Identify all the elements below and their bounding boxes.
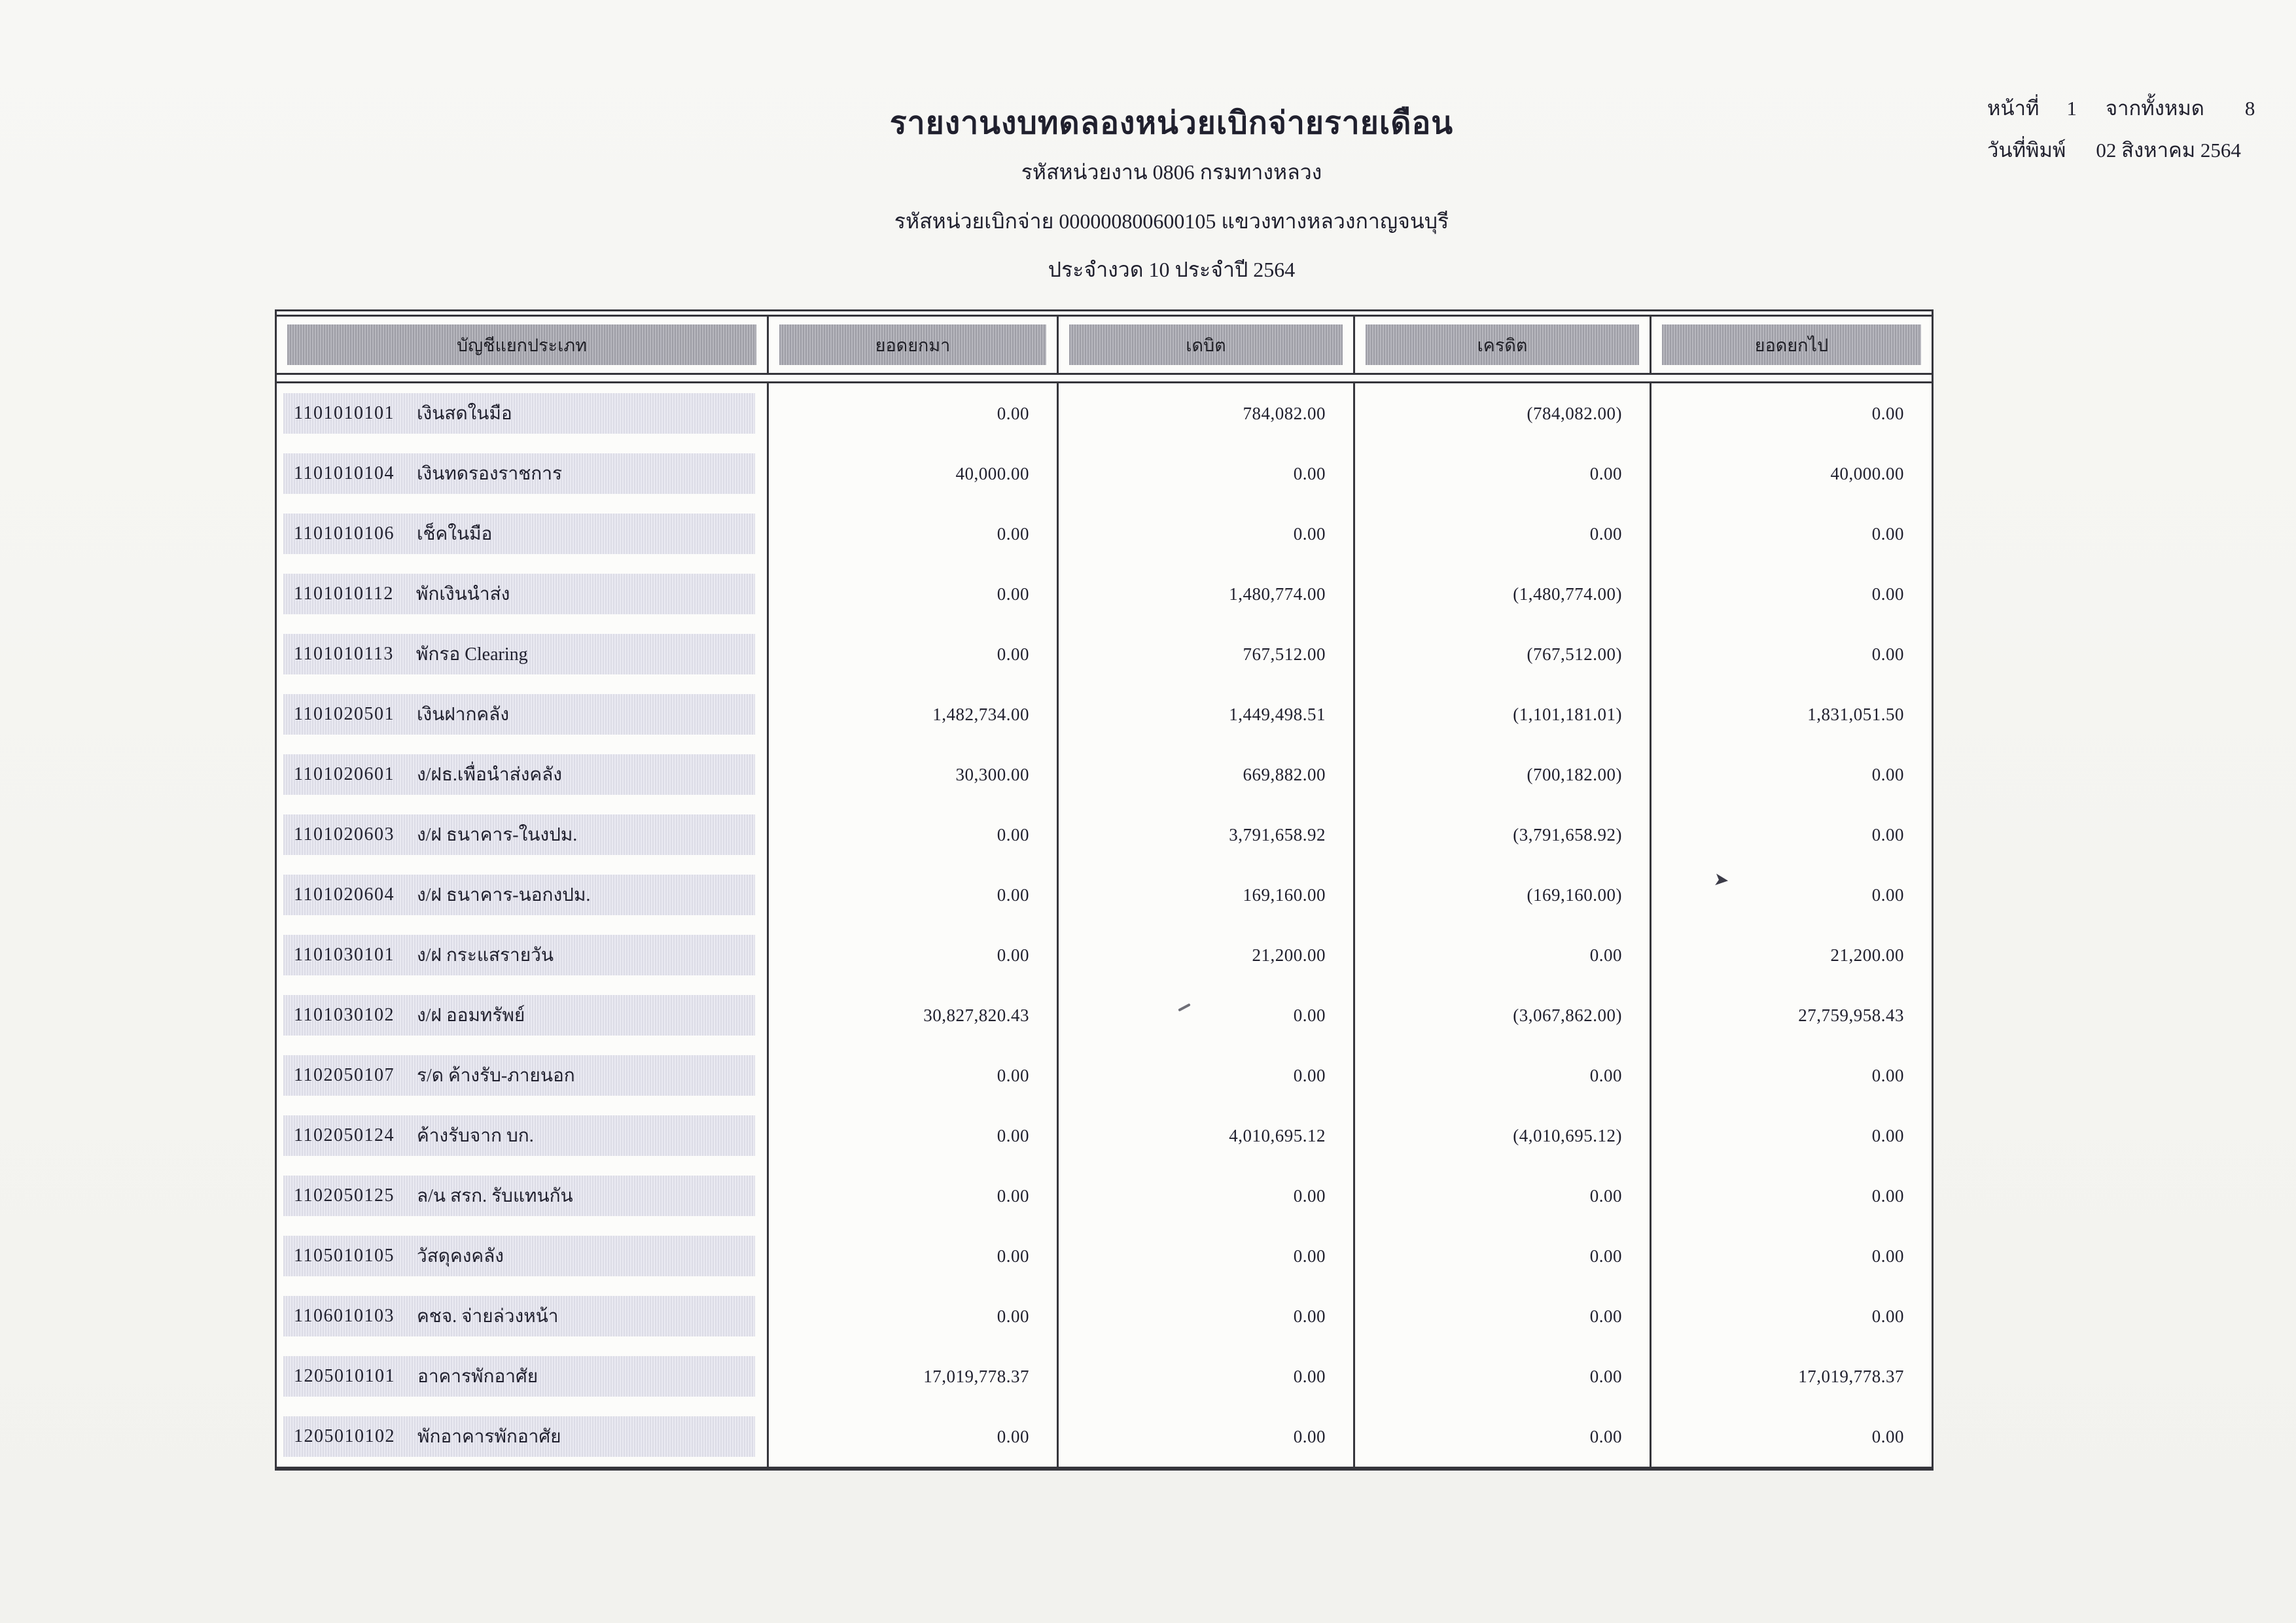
opening-balance-amount: 1,482,734.00 xyxy=(932,704,1029,724)
account-band xyxy=(283,1416,755,1457)
closing-balance-amount: 21,200.00 xyxy=(1830,945,1904,965)
table-row xyxy=(277,1045,1932,1106)
closing-balance-cell xyxy=(1651,1226,1932,1286)
credit-amount: 0.00 xyxy=(1589,523,1622,544)
credit-amount: (4,010,695.12) xyxy=(1513,1125,1622,1145)
account-code: 1101020501 xyxy=(294,704,395,724)
opening-balance-cell xyxy=(769,624,1059,684)
account-band xyxy=(283,1296,755,1336)
account-band xyxy=(283,694,755,735)
debit-cell xyxy=(1059,1406,1355,1467)
account-code: 1101010106 xyxy=(294,523,395,544)
opening-balance-amount: 0.00 xyxy=(997,644,1029,664)
closing-balance-cell xyxy=(1651,684,1932,744)
closing-balance-amount: 1,831,051.50 xyxy=(1807,704,1904,724)
opening-balance-amount: 0.00 xyxy=(997,1246,1029,1266)
print-date-label: วันที่พิมพ์ xyxy=(1987,139,2066,162)
account-name: ค้างรับจาก บก. xyxy=(416,1126,534,1146)
closing-balance-amount: 0.00 xyxy=(1871,1125,1904,1145)
debit-amount: 0.00 xyxy=(1293,1426,1326,1446)
credit-cell xyxy=(1355,504,1651,564)
credit-cell xyxy=(1355,1406,1651,1467)
account-band xyxy=(283,1115,755,1156)
account-cell xyxy=(277,504,769,564)
header-cell-opening xyxy=(769,317,1059,373)
account-name: เช็คในมือ xyxy=(416,524,493,544)
debit-cell xyxy=(1059,1166,1355,1226)
credit-cell xyxy=(1355,624,1651,684)
table-row xyxy=(277,383,1932,444)
opening-balance-cell xyxy=(769,744,1059,805)
debit-cell xyxy=(1059,684,1355,744)
account-name: เงินสดในมือ xyxy=(416,404,512,424)
opening-balance-amount: 0.00 xyxy=(997,1125,1029,1145)
account-name: พักอาคารพักอาศัย xyxy=(417,1427,561,1447)
debit-amount: 784,082.00 xyxy=(1243,403,1326,423)
debit-amount: 0.00 xyxy=(1293,1306,1326,1326)
credit-cell xyxy=(1355,1286,1651,1346)
opening-balance-amount: 0.00 xyxy=(997,824,1029,845)
page-number-line xyxy=(1987,92,2255,133)
column-header-credit: เครดิต xyxy=(1366,324,1639,365)
credit-amount: (767,512.00) xyxy=(1527,644,1622,664)
opening-balance-amount: 0.00 xyxy=(997,1306,1029,1326)
closing-balance-cell xyxy=(1651,1406,1932,1467)
closing-balance-amount: 0.00 xyxy=(1871,1306,1904,1326)
table-row xyxy=(277,564,1932,624)
closing-balance-cell xyxy=(1651,624,1932,684)
opening-balance-cell xyxy=(769,1045,1059,1106)
debit-cell xyxy=(1059,624,1355,684)
account-code: 1101030102 xyxy=(294,1005,395,1025)
debit-cell xyxy=(1059,985,1355,1045)
column-header-account: บัญชีแยกประเภท xyxy=(287,324,756,365)
account-name: เงินทดรองราชการ xyxy=(416,464,562,484)
closing-balance-amount: 27,759,958.43 xyxy=(1798,1005,1904,1025)
debit-cell xyxy=(1059,1226,1355,1286)
account-cell xyxy=(277,1045,769,1106)
account-code: 1101010101 xyxy=(294,403,395,423)
page-info-block xyxy=(1987,92,2255,175)
closing-balance-amount: 0.00 xyxy=(1871,824,1904,845)
credit-amount: 0.00 xyxy=(1589,1306,1622,1326)
debit-amount: 0.00 xyxy=(1293,1005,1326,1025)
opening-balance-amount: 30,300.00 xyxy=(955,764,1029,784)
account-cell xyxy=(277,1406,769,1467)
column-header-closing: ยอดยกไป xyxy=(1662,324,1921,365)
account-band xyxy=(283,514,755,554)
credit-amount: (3,791,658.92) xyxy=(1513,824,1622,845)
table-body xyxy=(277,383,1932,1467)
opening-balance-cell xyxy=(769,1166,1059,1226)
account-code: 1105010105 xyxy=(294,1246,395,1266)
account-band xyxy=(283,995,755,1036)
debit-cell xyxy=(1059,564,1355,624)
account-band xyxy=(283,935,755,975)
account-code: 1102050125 xyxy=(294,1185,395,1206)
credit-amount: 0.00 xyxy=(1589,1426,1622,1446)
closing-balance-amount: 0.00 xyxy=(1871,764,1904,784)
account-name: อาคารพักอาศัย xyxy=(417,1367,539,1387)
credit-amount: (169,160.00) xyxy=(1527,884,1622,905)
account-name: ง/ฝ กระแสรายวัน xyxy=(416,945,554,966)
credit-cell xyxy=(1355,805,1651,865)
closing-balance-cell xyxy=(1651,1286,1932,1346)
credit-cell xyxy=(1355,444,1651,504)
account-cell xyxy=(277,684,769,744)
table-row xyxy=(277,744,1932,805)
debit-cell xyxy=(1059,444,1355,504)
debit-cell xyxy=(1059,504,1355,564)
stray-arrow-mark: ➤ xyxy=(1712,869,1730,892)
account-code: 1101010112 xyxy=(294,584,394,604)
credit-amount: (1,101,181.01) xyxy=(1513,704,1622,724)
account-name: ง/ฝธ.เพื่อนำส่งคลัง xyxy=(416,765,562,785)
closing-balance-cell xyxy=(1651,865,1932,925)
closing-balance-amount: 17,019,778.37 xyxy=(1798,1366,1904,1386)
closing-balance-amount: 0.00 xyxy=(1871,523,1904,544)
table-row xyxy=(277,1166,1932,1226)
account-cell xyxy=(277,1346,769,1406)
account-cell xyxy=(277,1166,769,1226)
opening-balance-amount: 0.00 xyxy=(997,1065,1029,1085)
closing-balance-cell xyxy=(1651,444,1932,504)
total-pages-label: จากทั้งหมด xyxy=(2105,97,2204,120)
header-separator-rule xyxy=(277,373,1932,383)
closing-balance-amount: 0.00 xyxy=(1871,584,1904,604)
debit-amount: 169,160.00 xyxy=(1243,884,1326,905)
debit-amount: 0.00 xyxy=(1293,1065,1326,1085)
account-cell xyxy=(277,744,769,805)
closing-balance-amount: 0.00 xyxy=(1871,884,1904,905)
credit-amount: (784,082.00) xyxy=(1527,403,1622,423)
opening-balance-cell xyxy=(769,805,1059,865)
table-row xyxy=(277,925,1932,985)
account-cell xyxy=(277,1106,769,1166)
total-pages-value: 8 xyxy=(2244,97,2255,120)
print-date-value: 02 สิงหาคม 2564 xyxy=(2096,139,2241,162)
period-line: ประจำงวด 10 ประจำปี 2564 xyxy=(1048,258,1296,281)
credit-cell xyxy=(1355,684,1651,744)
account-band xyxy=(283,1236,755,1276)
account-code: 1101030101 xyxy=(294,945,395,965)
account-code: 1102050124 xyxy=(294,1125,395,1145)
opening-balance-cell xyxy=(769,1106,1059,1166)
account-band xyxy=(283,1055,755,1096)
account-name: พักเงินนำส่ง xyxy=(415,584,510,604)
credit-cell xyxy=(1355,1106,1651,1166)
opening-balance-cell xyxy=(769,1346,1059,1406)
debit-amount: 0.00 xyxy=(1293,1185,1326,1206)
credit-amount: 0.00 xyxy=(1589,1366,1622,1386)
debit-cell xyxy=(1059,1286,1355,1346)
debit-amount: 0.00 xyxy=(1293,1366,1326,1386)
account-name: ล/น สรก. รับแทนกัน xyxy=(416,1186,573,1206)
trial-balance-table xyxy=(275,309,1934,1471)
debit-amount: 4,010,695.12 xyxy=(1229,1125,1326,1145)
opening-balance-cell xyxy=(769,925,1059,985)
debit-amount: 3,791,658.92 xyxy=(1229,824,1326,845)
account-cell xyxy=(277,805,769,865)
table-row xyxy=(277,1106,1932,1166)
print-date-line xyxy=(1987,133,2255,175)
table-row xyxy=(277,1226,1932,1286)
header-cell-credit xyxy=(1355,317,1651,373)
account-name: พักรอ Clearing xyxy=(415,644,528,665)
opening-balance-amount: 0.00 xyxy=(997,945,1029,965)
closing-balance-cell xyxy=(1651,1106,1932,1166)
account-code: 1205010101 xyxy=(294,1366,395,1386)
debit-amount: 0.00 xyxy=(1293,523,1326,544)
account-name: ง/ฝ ธนาคาร-ในงปม. xyxy=(416,825,578,845)
column-header-debit: เดบิต xyxy=(1069,324,1343,365)
account-code: 1101010104 xyxy=(294,463,395,483)
credit-amount: 0.00 xyxy=(1589,945,1622,965)
credit-amount: 0.00 xyxy=(1589,1065,1622,1085)
opening-balance-cell xyxy=(769,684,1059,744)
account-name: ง/ฝ ออมทรัพย์ xyxy=(416,1005,525,1026)
table-row xyxy=(277,1406,1932,1467)
header-cell-account xyxy=(277,317,769,373)
column-header-opening: ยอดยกมา xyxy=(779,324,1046,365)
debit-cell xyxy=(1059,1106,1355,1166)
debit-amount: 1,480,774.00 xyxy=(1229,584,1326,604)
opening-balance-cell xyxy=(769,383,1059,444)
account-band xyxy=(283,1176,755,1216)
account-name: ร/ด ค้างรับ-ภายนอก xyxy=(416,1066,575,1086)
credit-cell xyxy=(1355,865,1651,925)
closing-balance-cell xyxy=(1651,564,1932,624)
account-cell xyxy=(277,925,769,985)
account-cell xyxy=(277,444,769,504)
closing-balance-amount: 40,000.00 xyxy=(1830,463,1904,483)
credit-cell xyxy=(1355,1166,1651,1226)
closing-balance-cell xyxy=(1651,504,1932,564)
closing-balance-amount: 0.00 xyxy=(1871,1185,1904,1206)
debit-cell xyxy=(1059,744,1355,805)
credit-cell xyxy=(1355,985,1651,1045)
opening-balance-amount: 30,827,820.43 xyxy=(923,1005,1029,1025)
credit-amount: 0.00 xyxy=(1589,1246,1622,1266)
table-row xyxy=(277,1346,1932,1406)
opening-balance-amount: 0.00 xyxy=(997,523,1029,544)
closing-balance-cell xyxy=(1651,383,1932,444)
credit-amount: (1,480,774.00) xyxy=(1513,584,1622,604)
closing-balance-amount: 0.00 xyxy=(1871,1426,1904,1446)
closing-balance-amount: 0.00 xyxy=(1871,644,1904,664)
account-band xyxy=(283,574,755,614)
opening-balance-amount: 0.00 xyxy=(997,1185,1029,1206)
account-cell xyxy=(277,383,769,444)
page-number-value: 1 xyxy=(2066,97,2077,120)
closing-balance-cell xyxy=(1651,1166,1932,1226)
opening-balance-amount: 0.00 xyxy=(997,1426,1029,1446)
account-name: ง/ฝ ธนาคาร-นอกงปม. xyxy=(416,885,591,905)
closing-balance-cell xyxy=(1651,1045,1932,1106)
account-cell xyxy=(277,865,769,925)
credit-amount: 0.00 xyxy=(1589,463,1622,483)
closing-balance-cell xyxy=(1651,805,1932,865)
table-row xyxy=(277,1286,1932,1346)
opening-balance-amount: 0.00 xyxy=(997,403,1029,423)
opening-balance-cell xyxy=(769,504,1059,564)
debit-cell xyxy=(1059,805,1355,865)
debit-amount: 0.00 xyxy=(1293,1246,1326,1266)
account-name: วัสดุคงคลัง xyxy=(416,1246,504,1266)
debit-amount: 1,449,498.51 xyxy=(1229,704,1326,724)
credit-amount: (700,182.00) xyxy=(1527,764,1622,784)
closing-balance-cell xyxy=(1651,744,1932,805)
account-code: 1101010113 xyxy=(294,644,394,664)
account-band xyxy=(283,814,755,855)
account-code: 1101020601 xyxy=(294,764,395,784)
opening-balance-cell xyxy=(769,985,1059,1045)
opening-balance-amount: 0.00 xyxy=(997,884,1029,905)
disbursement-unit-line: รหัสหน่วยเบิกจ่าย 000000800600105 แขวงทางหลวงกาญจนบุรี xyxy=(894,209,1449,233)
account-band xyxy=(283,875,755,915)
account-code: 1102050107 xyxy=(294,1065,395,1085)
debit-amount: 21,200.00 xyxy=(1252,945,1326,965)
account-band xyxy=(283,453,755,494)
table-header-row xyxy=(277,317,1932,373)
opening-balance-cell xyxy=(769,1286,1059,1346)
opening-balance-cell xyxy=(769,1406,1059,1467)
account-code: 1101020604 xyxy=(294,884,395,905)
opening-balance-cell xyxy=(769,444,1059,504)
table-row xyxy=(277,985,1932,1045)
closing-balance-amount: 0.00 xyxy=(1871,1246,1904,1266)
closing-balance-cell xyxy=(1651,1346,1932,1406)
table-row xyxy=(277,504,1932,564)
closing-balance-amount: 0.00 xyxy=(1871,1065,1904,1085)
opening-balance-amount: 17,019,778.37 xyxy=(923,1366,1029,1386)
credit-cell xyxy=(1355,564,1651,624)
table-row xyxy=(277,684,1932,744)
account-band xyxy=(283,754,755,795)
page-number-label: หน้าที่ xyxy=(1987,97,2040,120)
credit-cell xyxy=(1355,1045,1651,1106)
account-cell xyxy=(277,1226,769,1286)
account-cell xyxy=(277,1286,769,1346)
account-band xyxy=(283,634,755,674)
credit-cell xyxy=(1355,1346,1651,1406)
account-code: 1101020603 xyxy=(294,824,395,845)
credit-cell xyxy=(1355,925,1651,985)
account-name: คชจ. จ่ายล่วงหน้า xyxy=(416,1306,559,1327)
opening-balance-amount: 40,000.00 xyxy=(955,463,1029,483)
table-row xyxy=(277,444,1932,504)
opening-balance-cell xyxy=(769,1226,1059,1286)
closing-balance-amount: 0.00 xyxy=(1871,403,1904,423)
debit-cell xyxy=(1059,383,1355,444)
credit-cell xyxy=(1355,1226,1651,1286)
table-row xyxy=(277,865,1932,925)
table-row xyxy=(277,805,1932,865)
table-row xyxy=(277,624,1932,684)
page-title: รายงานงบทดลองหน่วยเบิกจ่ายรายเดือน xyxy=(889,106,1454,141)
account-cell xyxy=(277,564,769,624)
opening-balance-cell xyxy=(769,865,1059,925)
credit-amount: 0.00 xyxy=(1589,1185,1622,1206)
credit-amount: (3,067,862.00) xyxy=(1513,1005,1622,1025)
header-cell-closing xyxy=(1651,317,1932,373)
opening-balance-amount: 0.00 xyxy=(997,584,1029,604)
closing-balance-cell xyxy=(1651,925,1932,985)
account-code: 1205010102 xyxy=(294,1426,395,1446)
debit-cell xyxy=(1059,1346,1355,1406)
account-band xyxy=(283,393,755,434)
debit-cell xyxy=(1059,865,1355,925)
debit-cell xyxy=(1059,1045,1355,1106)
closing-balance-cell xyxy=(1651,985,1932,1045)
debit-amount: 0.00 xyxy=(1293,463,1326,483)
account-name: เงินฝากคลัง xyxy=(416,705,509,725)
account-band xyxy=(283,1356,755,1397)
account-cell xyxy=(277,624,769,684)
org-code-line: รหัสหน่วยงาน 0806 กรมทางหลวง xyxy=(1021,160,1322,184)
credit-cell xyxy=(1355,383,1651,444)
account-cell xyxy=(277,985,769,1045)
credit-cell xyxy=(1355,744,1651,805)
header-cell-debit xyxy=(1059,317,1355,373)
opening-balance-cell xyxy=(769,564,1059,624)
debit-amount: 669,882.00 xyxy=(1243,764,1326,784)
debit-cell xyxy=(1059,925,1355,985)
account-code: 1106010103 xyxy=(294,1306,395,1326)
debit-amount: 767,512.00 xyxy=(1243,644,1326,664)
